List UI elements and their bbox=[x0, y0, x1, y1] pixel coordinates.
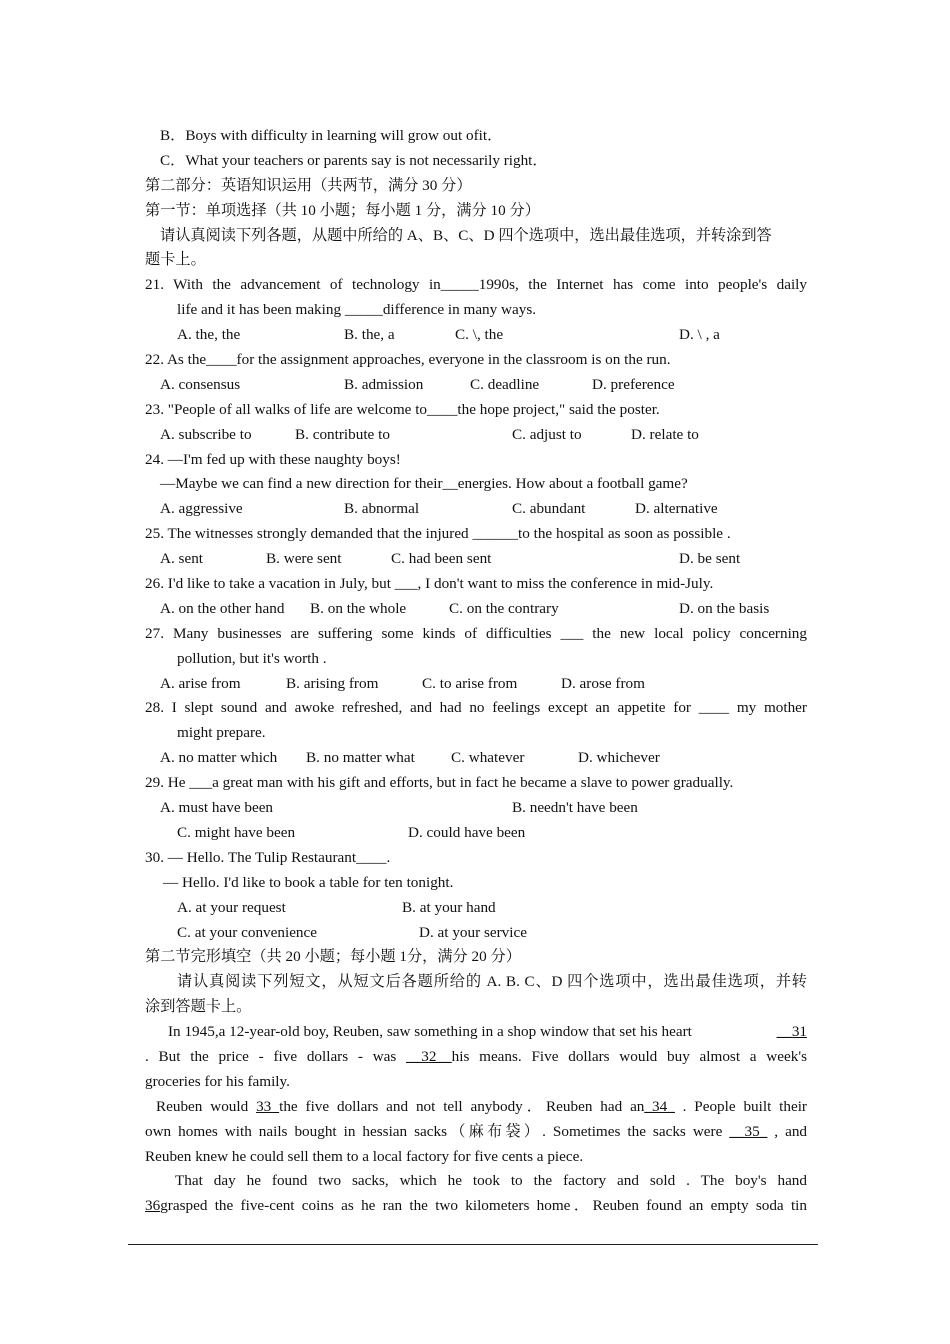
option-a: A. on the other hand bbox=[160, 599, 285, 617]
question-stem-cont: —Maybe we can find a new direction for their__energies. How about a football game? bbox=[160, 475, 688, 493]
question-stem: 23. "People of all walks of life are welcome to____the hope project," said the poster. bbox=[145, 400, 660, 418]
blank-35: __35_ bbox=[729, 1122, 768, 1140]
option-c: C. at your convenience bbox=[177, 923, 318, 941]
option-b: B. admission bbox=[344, 375, 424, 393]
exam-page bbox=[145, 124, 807, 1219]
passage-text: own homes with nails bought in hessian sacks（麻布袋）. Sometimes the sacks were bbox=[145, 1122, 730, 1140]
option-c: C. adjust to bbox=[512, 425, 582, 443]
option-b: B. were sent bbox=[266, 550, 342, 568]
option-d: D. relate to bbox=[631, 425, 699, 443]
option-b: B. arising from bbox=[286, 674, 379, 692]
option-c: C. whatever bbox=[451, 749, 525, 767]
option-d: D. whichever bbox=[578, 749, 660, 767]
passage-line bbox=[145, 1120, 807, 1145]
question-stem: 24. —I'm fed up with these naughty boys! bbox=[145, 450, 401, 468]
passage-text: his means. Five dollars would buy almost a week's bbox=[451, 1047, 807, 1065]
option-b: B. no matter what bbox=[306, 749, 415, 767]
option-d: D. be sent bbox=[679, 550, 741, 568]
question-options bbox=[145, 921, 807, 946]
option-d: D. arose from bbox=[561, 674, 645, 692]
section2-instruction: 请认真阅读下列短文，从短文后各题所给的 A. B. C、D 四个选项中，选出最佳选项，并转 bbox=[177, 973, 807, 991]
question-options bbox=[145, 821, 807, 846]
question-stem-cont: life and it has been making _____difference in many ways. bbox=[177, 301, 537, 319]
option-c: C. to arise from bbox=[422, 674, 518, 692]
option-d: D. alternative bbox=[635, 500, 718, 518]
section1-instruction: 请认真阅读下列各题，从题中所给的 A、B、C、D 四个选项中，选出最佳选项，并转涂到答 bbox=[160, 226, 772, 244]
section1-heading: 第一节：单项选择（共 10 小题；每小题 1 分，满分 10 分） bbox=[145, 201, 540, 219]
option-d: D. preference bbox=[592, 375, 675, 393]
question-options bbox=[145, 746, 807, 771]
option-a: A. subscribe to bbox=[160, 425, 252, 443]
question-options bbox=[145, 373, 807, 398]
passage-text: , and bbox=[767, 1122, 807, 1140]
blank-34: _34_ bbox=[644, 1097, 675, 1115]
option-a: A. the, the bbox=[177, 326, 241, 344]
question-stem-cont: — Hello. I'd like to book a table for ten tonight. bbox=[163, 873, 454, 891]
option-a: A. must have been bbox=[160, 799, 274, 817]
passage-line bbox=[145, 1020, 807, 1045]
option-c: C. abundant bbox=[512, 500, 586, 518]
option-c: C. deadline bbox=[470, 375, 540, 393]
section2-heading: 第二节完形填空（共 20 小题；每小题 1分，满分 20 分） bbox=[145, 948, 521, 966]
option-b: B. on the whole bbox=[310, 599, 407, 617]
question-options bbox=[145, 423, 807, 448]
option-a: A. arise from bbox=[160, 674, 241, 692]
reading-option-c: C．What your teachers or parents say is not necessarily right． bbox=[160, 151, 548, 169]
question-stem: 27. Many businesses are suffering some kinds of difficulties ___ the new local policy concerning bbox=[145, 624, 807, 642]
question-stem: 26. I'd like to take a vacation in July, but ___, I don't want to miss the conference in mid-July. bbox=[145, 575, 714, 593]
passage-text: grasped the five-cent coins as he ran the two kilometers home．Reuben found an empty soda tin bbox=[160, 1197, 807, 1215]
question-stem-cont: might prepare. bbox=[177, 724, 266, 742]
option-c: C. had been sent bbox=[391, 550, 492, 568]
option-a: A. at your request bbox=[177, 898, 286, 916]
question-options bbox=[145, 597, 807, 622]
option-d: D. on the basis bbox=[679, 599, 770, 617]
question-options bbox=[145, 323, 807, 348]
passage-text: . People built their bbox=[674, 1097, 807, 1115]
question-options bbox=[145, 796, 807, 821]
passage-line: That day he found two sacks, which he took to the factory and sold . The boy's hand bbox=[175, 1172, 807, 1190]
question-stem: 28. I slept sound and awoke refreshed, and had no feelings except an appetite for ____ my mother bbox=[145, 699, 807, 717]
question-stem: 21. With the advancement of technology in_____1990s, the Internet has come into people's daily bbox=[145, 276, 807, 294]
passage-line: Reuben knew he could sell them to a local factory for five cents a piece. bbox=[145, 1147, 584, 1165]
part2-heading: 第二部分：英语知识运用（共两节，满分 30 分） bbox=[145, 176, 472, 194]
option-a: A. no matter which bbox=[160, 749, 278, 767]
question-stem: 22. As the____for the assignment approaches, everyone in the classroom is on the run. bbox=[145, 351, 671, 369]
passage-text: . But the price - five dollars - was bbox=[145, 1047, 407, 1065]
passage-line: groceries for his family. bbox=[145, 1072, 290, 1090]
passage-line bbox=[145, 1194, 807, 1219]
option-d: D. could have been bbox=[408, 823, 526, 841]
option-b: B. at your hand bbox=[402, 898, 496, 916]
passage-text: Reuben would bbox=[156, 1097, 257, 1115]
footer-rule bbox=[128, 1244, 818, 1245]
question-options bbox=[145, 672, 807, 697]
option-c: C. on the contrary bbox=[449, 599, 559, 617]
question-options bbox=[145, 547, 807, 572]
blank-31: __31 bbox=[776, 1023, 807, 1041]
passage-text: the five dollars and not tell anybody．Reuben had an bbox=[279, 1097, 645, 1115]
reading-option-b: B．Boys with difficulty in learning will grow out ofit． bbox=[160, 127, 503, 144]
question-stem: 30. — Hello. The Tulip Restaurant____. bbox=[145, 848, 391, 866]
question-options bbox=[145, 896, 807, 921]
question-stem: 29. He ___a great man with his gift and efforts, but in fact he became a slave to power gradually. bbox=[145, 774, 734, 792]
question-options bbox=[145, 497, 807, 522]
option-b: B. needn't have been bbox=[512, 799, 638, 817]
option-c: C. \, the bbox=[455, 326, 504, 344]
option-c: C. might have been bbox=[177, 823, 296, 841]
section1-instruction-cont: 题卡上。 bbox=[145, 251, 206, 269]
option-a: A. aggressive bbox=[160, 500, 243, 518]
blank-32: __32__ bbox=[406, 1047, 452, 1065]
blank-33: 33 bbox=[256, 1097, 280, 1115]
question-stem: 25. The witnesses strongly demanded that the injured ______to the hospital as soon as possible . bbox=[145, 525, 731, 543]
option-b: B. contribute to bbox=[295, 425, 390, 443]
passage-line bbox=[145, 1045, 807, 1070]
option-a: A. sent bbox=[160, 550, 204, 568]
passage-line bbox=[145, 1095, 807, 1120]
question-stem-cont: pollution, but it's worth . bbox=[177, 649, 327, 667]
option-d: D. at your service bbox=[419, 923, 527, 941]
option-a: A. consensus bbox=[160, 375, 241, 393]
passage-text: In 1945,a 12-year-old boy, Reuben, saw something in a shop window that set his heart bbox=[168, 1023, 692, 1041]
section2-instruction-cont: 涂到答题卡上。 bbox=[145, 998, 252, 1016]
option-b: B. abnormal bbox=[344, 500, 420, 518]
option-d: D. \ , a bbox=[679, 326, 720, 344]
blank-36: 36 bbox=[145, 1197, 161, 1215]
option-b: B. the, a bbox=[344, 326, 395, 344]
